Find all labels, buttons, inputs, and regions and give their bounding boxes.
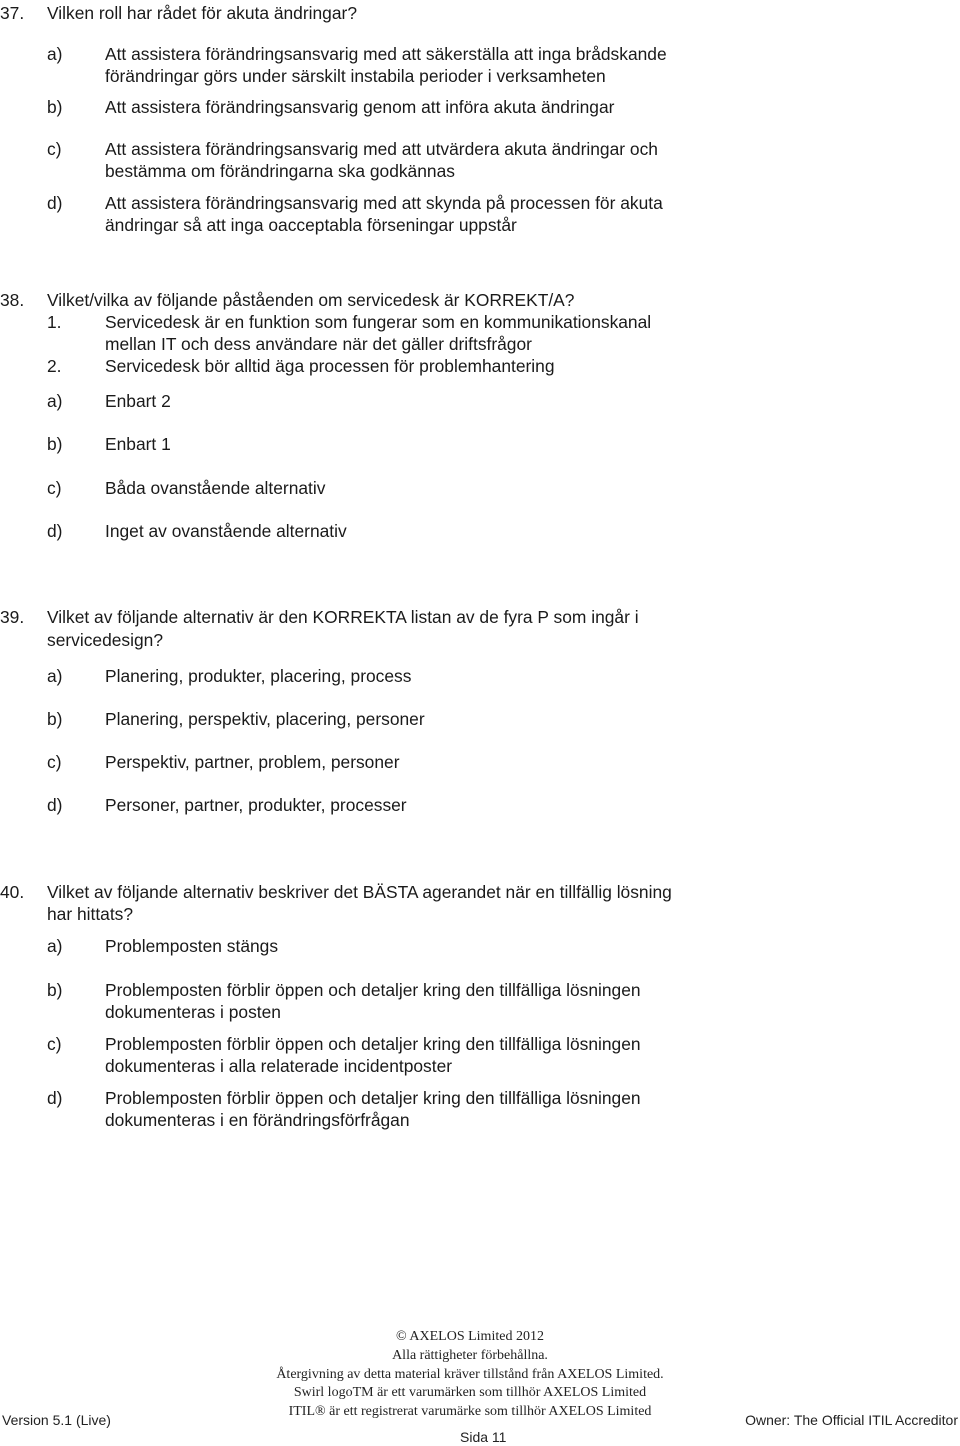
version-label: Version 5.1 (Live) — [2, 1412, 111, 1428]
owner-label: Owner: The Official ITIL Accreditor — [745, 1412, 958, 1428]
rights-line: Alla rättigheter förbehållna. — [392, 1348, 548, 1363]
option-text: Problemposten förblir öppen och detaljer kring den tillfälliga lösningen — [105, 1034, 641, 1054]
option-text: Personer, partner, produkter, processer — [105, 795, 407, 815]
option-text: Att assistera förändringsansvarig med att utvärdera akuta ändringar och — [105, 139, 658, 159]
option-letter: c) — [47, 478, 62, 498]
page-number: Sida 11 — [460, 1429, 507, 1445]
option-letter: b) — [47, 709, 63, 729]
option-text: Planering, perspektiv, placering, personer — [105, 709, 425, 729]
option-text: Att assistera förändringsansvarig med att skynda på processen för akuta — [105, 193, 663, 213]
option-letter: a) — [47, 391, 63, 411]
statement-text: mellan IT och dess användare när det gäller driftsfrågor — [105, 334, 532, 354]
question-number: 39. — [0, 607, 25, 627]
option-text: Problemposten förblir öppen och detaljer kring den tillfälliga lösningen — [105, 980, 641, 1000]
option-text: Enbart 2 — [105, 391, 171, 411]
question-text: Vilket av följande alternativ är den KORREKTA listan av de fyra P som ingår i — [47, 607, 639, 627]
option-text: Att assistera förändringsansvarig med att säkerställa att inga brådskande — [105, 44, 667, 64]
option-text: dokumenteras i en förändringsförfrågan — [105, 1110, 410, 1130]
option-text: Problemposten förblir öppen och detaljer kring den tillfälliga lösningen — [105, 1088, 641, 1108]
option-text: bestämma om förändringarna ska godkännas — [105, 161, 455, 181]
registered-trademark-line: ITIL® är ett registrerat varumärke som tillhör AXELOS Limited — [288, 1404, 652, 1419]
option-letter: b) — [47, 980, 63, 1000]
statement-text: Servicedesk bör alltid äga processen för problemhantering — [105, 356, 555, 376]
option-text: ändringar så att inga oacceptabla förseningar uppstår — [105, 215, 517, 235]
option-text: Enbart 1 — [105, 434, 171, 454]
question-number: 38. — [0, 290, 25, 310]
option-letter: d) — [47, 193, 63, 213]
question-number: 37. — [0, 3, 25, 23]
copyright-line: © AXELOS Limited 2012 — [396, 1329, 544, 1344]
question-text: Vilken roll har rådet för akuta ändringar? — [47, 3, 357, 23]
option-letter: a) — [47, 936, 63, 956]
question-text: Vilket/vilka av följande påståenden om servicedesk är KORREKT/A? — [47, 290, 575, 310]
option-text: förändringar görs under särskilt instabila perioder i verksamheten — [105, 66, 606, 86]
option-text: Planering, produkter, placering, process — [105, 666, 412, 686]
option-text: Inget av ovanstående alternativ — [105, 521, 347, 541]
option-letter: a) — [47, 666, 63, 686]
option-text: Problemposten stängs — [105, 936, 279, 956]
option-letter: c) — [47, 139, 62, 159]
option-letter: c) — [47, 1034, 62, 1054]
option-text: Båda ovanstående alternativ — [105, 478, 326, 498]
option-text: Att assistera förändringsansvarig genom att införa akuta ändringar — [105, 97, 615, 117]
option-letter: b) — [47, 434, 63, 454]
statement-text: Servicedesk är en funktion som fungerar som en kommunikationskanal — [105, 312, 652, 332]
option-letter: a) — [47, 44, 63, 64]
question-text: har hittats? — [47, 904, 134, 924]
option-letter: c) — [47, 752, 62, 772]
question-number: 40. — [0, 882, 25, 902]
option-letter: b) — [47, 97, 63, 117]
option-text: dokumenteras i alla relaterade incidentposter — [105, 1056, 453, 1076]
option-letter: d) — [47, 521, 63, 541]
option-letter: d) — [47, 1088, 63, 1108]
option-letter: d) — [47, 795, 63, 815]
statement-number: 1. — [47, 312, 62, 332]
question-text: Vilket av följande alternativ beskriver det BÄSTA agerandet när en tillfällig lösning — [47, 882, 672, 902]
option-text: Perspektiv, partner, problem, personer — [105, 752, 400, 772]
statement-number: 2. — [47, 356, 62, 376]
trademark-line: Swirl logoTM är ett varumärken som tillhör AXELOS Limited — [293, 1385, 647, 1400]
reproduction-line: Återgivning av detta material kräver tillstånd från AXELOS Limited. — [276, 1367, 664, 1382]
question-text: servicedesign? — [47, 630, 164, 650]
option-text: dokumenteras i posten — [105, 1002, 281, 1022]
